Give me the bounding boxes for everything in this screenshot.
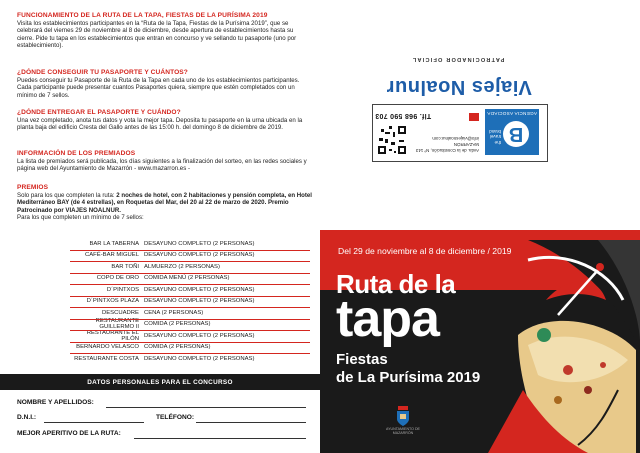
prize-row [70, 250, 310, 262]
prize-description: DESAYUNO COMPLETO (2 PERSONAS) [144, 355, 255, 362]
premios-heading: PREMIOS [17, 184, 49, 191]
section-premiados [17, 150, 312, 173]
section-heading: ¿DÓNDE CONSEGUIR TU PASAPORTE Y CUÁNTOS? [17, 69, 188, 76]
event-dates: Del 29 de noviembre al 8 de diciembre / 2019 [338, 246, 512, 256]
prize-place: D´PINTXOS [106, 286, 139, 293]
prize-divider [70, 284, 310, 285]
address-line2: MAZARRÓN [453, 142, 479, 148]
section-heading: ¿DÓNDE ENTREGAR EL PASAPORTE Y CUÁNDO? [17, 109, 181, 116]
premios-intro-plain: Solo para los que completen la ruta: [17, 192, 115, 199]
prize-description: DESAYUNO COMPLETO (2 PERSONAS) [144, 286, 255, 293]
prize-row [70, 284, 310, 296]
prize-row [70, 353, 310, 365]
premios-intro-bold: 2 noches de hotel, con 2 habitaciones y pensión completa, en Hotel Mediterráneo BAY (de 4 estrellas), en Roquetas del Mar, del 20 al 22 de marzo de 2020. Premio Patrocinado por VIAJES NOALNUR. [17, 192, 312, 214]
best-tapa-label: MEJOR APERITIVO DE LA RUTA: [17, 430, 121, 437]
name-field[interactable] [106, 407, 306, 408]
address-line1: Avda. de la Constitución, Nº 143 [415, 148, 479, 153]
prize-divider [70, 273, 310, 274]
section-premios [17, 184, 312, 221]
prize-place: BAR LA TABERNA [89, 240, 139, 247]
prize-description: DESAYUNO COMPLETO (2 PERSONAS) [144, 240, 255, 247]
cover-subtitle-line2: de La Purísima 2019 [336, 369, 481, 386]
tapa-illustration-icon [488, 240, 640, 453]
prize-description: COMIDA MENÚ (2 PERSONAS) [144, 275, 230, 282]
section-heading: FUNCIONAMIENTO DE LA RUTA DE LA TAPA, FIESTAS DE LA PURÍSIMA 2019 [17, 12, 268, 19]
phone-label: TELÉFONO: [156, 414, 195, 421]
prize-row [70, 307, 310, 319]
prize-divider [70, 319, 310, 320]
prize-place: BERNARDO VELASCO [76, 344, 139, 351]
premios-intro2: Para los que completen un mínimo de 7 sellos: [17, 213, 144, 221]
sponsor-rotated [320, 0, 640, 230]
prize-row [70, 319, 310, 331]
phone-field[interactable] [196, 422, 306, 423]
qr-code-icon [377, 125, 407, 155]
section-body: Visita los establecimientos participantes en la “Ruta de la Tapa, Fiestas de la Purísima 2019”, que se celebrará del viernes 29 de noviembre al 8 de diciembre, desde apertura de establecimientos hasta su cierre. Pide tu tapa en los establecimientos que entran en concurso y ve sellando tu pasaporte (uno por establecimiento). [17, 20, 297, 49]
sponsor-brand: Viajes Noalnur [386, 76, 532, 98]
brand-badge [485, 109, 539, 155]
prizes-table [70, 238, 310, 365]
dni-label: D.N.I.: [17, 414, 37, 421]
prize-divider [70, 307, 310, 308]
name-label: NOMBRE Y APELLIDOS: [17, 399, 94, 406]
brand-b-icon: B [503, 121, 529, 147]
prize-description: COMIDA (2 PERSONAS) [144, 344, 211, 351]
prize-description: DESAYUNO COMPLETO (2 PERSONAS) [144, 298, 255, 305]
brand-badge-text [485, 128, 501, 145]
prize-description: COMIDA (2 PERSONAS) [144, 321, 211, 328]
prize-place: BAR TOÑI [111, 263, 139, 270]
dni-field[interactable] [44, 422, 144, 423]
prize-place: RESTAURANTE EL PILÓN [86, 329, 139, 342]
section-pasaporte [17, 69, 312, 99]
sponsor-panel [320, 0, 640, 230]
sponsor-phone: Tlf. 968 590 703 [375, 112, 432, 119]
form-header: DATOS PERSONALES PARA EL CONCURSO [0, 374, 320, 390]
address-line3: info@viajesnoalnur.com [432, 136, 479, 142]
sponsor-tagline: PATROCINADOR OFICIAL [411, 56, 505, 62]
cover-panel [320, 230, 640, 453]
prize-place: COPO DE ORO [96, 275, 139, 282]
section-body: Una vez completado, anota tus datos y vota la mejor tapa. Deposita tu pasaporte en la urna ubicada en la planta baja del edificio Cresta del Gallo antes de las 15:00 h. del domingo 8 de diciembre de 2019. [17, 117, 303, 132]
prize-divider [70, 353, 310, 354]
prize-description: DESAYUNO COMPLETO (2 PERSONAS) [144, 332, 255, 339]
prize-row [70, 238, 310, 250]
prize-divider [70, 342, 310, 343]
prize-place: D´PINTXOS PLAZA [86, 298, 139, 305]
prize-row [70, 261, 310, 273]
section-heading: INFORMACIÓN DE LOS PREMIADOS [17, 150, 136, 157]
section-entregar [17, 109, 312, 132]
prize-divider [70, 250, 310, 251]
section-body: La lista de premiados será publicada, los días siguientes a la finalización del sorteo, en las redes sociales y página web del Ayuntamiento de Mazarrón - www.mazarron.es - [17, 158, 307, 173]
section-body: Puedes conseguir tu Pasaporte de la Ruta de la Tapa en cada uno de los establecimientos participantes. Cada participante puede presentar cuantos Pasaportes quiera, siempre que estén completados con un mínimo de 7 sellos. [17, 77, 300, 99]
prize-description: DESAYUNO COMPLETO (2 PERSONAS) [144, 252, 255, 259]
prize-divider [70, 296, 310, 297]
badge-line1: the travel [489, 134, 501, 145]
prize-row [70, 296, 310, 308]
prize-row [70, 342, 310, 354]
prize-place: RESTAURANTE GUILLERMO II [95, 318, 139, 331]
sponsor-ad [372, 50, 548, 162]
cover-title-line1: Ruta de la [336, 269, 456, 299]
prize-description: ALMUERZO (2 PERSONAS) [144, 263, 220, 270]
prize-place: DESCUADRE [102, 309, 139, 316]
cover-title-line2: tapa [336, 290, 439, 348]
prize-divider [70, 330, 310, 331]
town-crest-icon [396, 406, 410, 426]
prize-divider [70, 261, 310, 262]
prize-place: CAFÉ-BAR MIGUEL [84, 252, 139, 259]
prize-place: RESTAURANTE COSTA [74, 355, 139, 362]
prize-description: CENA (2 PERSONAS) [144, 309, 204, 316]
prize-row [70, 273, 310, 285]
best-tapa-field[interactable] [134, 438, 306, 439]
agency-label: AGENCIA ASOCIADA [487, 111, 537, 116]
premios-intro [17, 192, 312, 214]
section-funcionamiento [17, 12, 312, 49]
sponsor-card [372, 104, 548, 162]
town-crest-label: AYUNTAMIENTO DE MAZARRÓN [386, 427, 420, 435]
sponsor-address [415, 136, 479, 153]
cover-subtitle-line1: Fiestas [336, 351, 388, 368]
badge-line2: brand [489, 128, 501, 134]
prize-row [70, 330, 310, 342]
